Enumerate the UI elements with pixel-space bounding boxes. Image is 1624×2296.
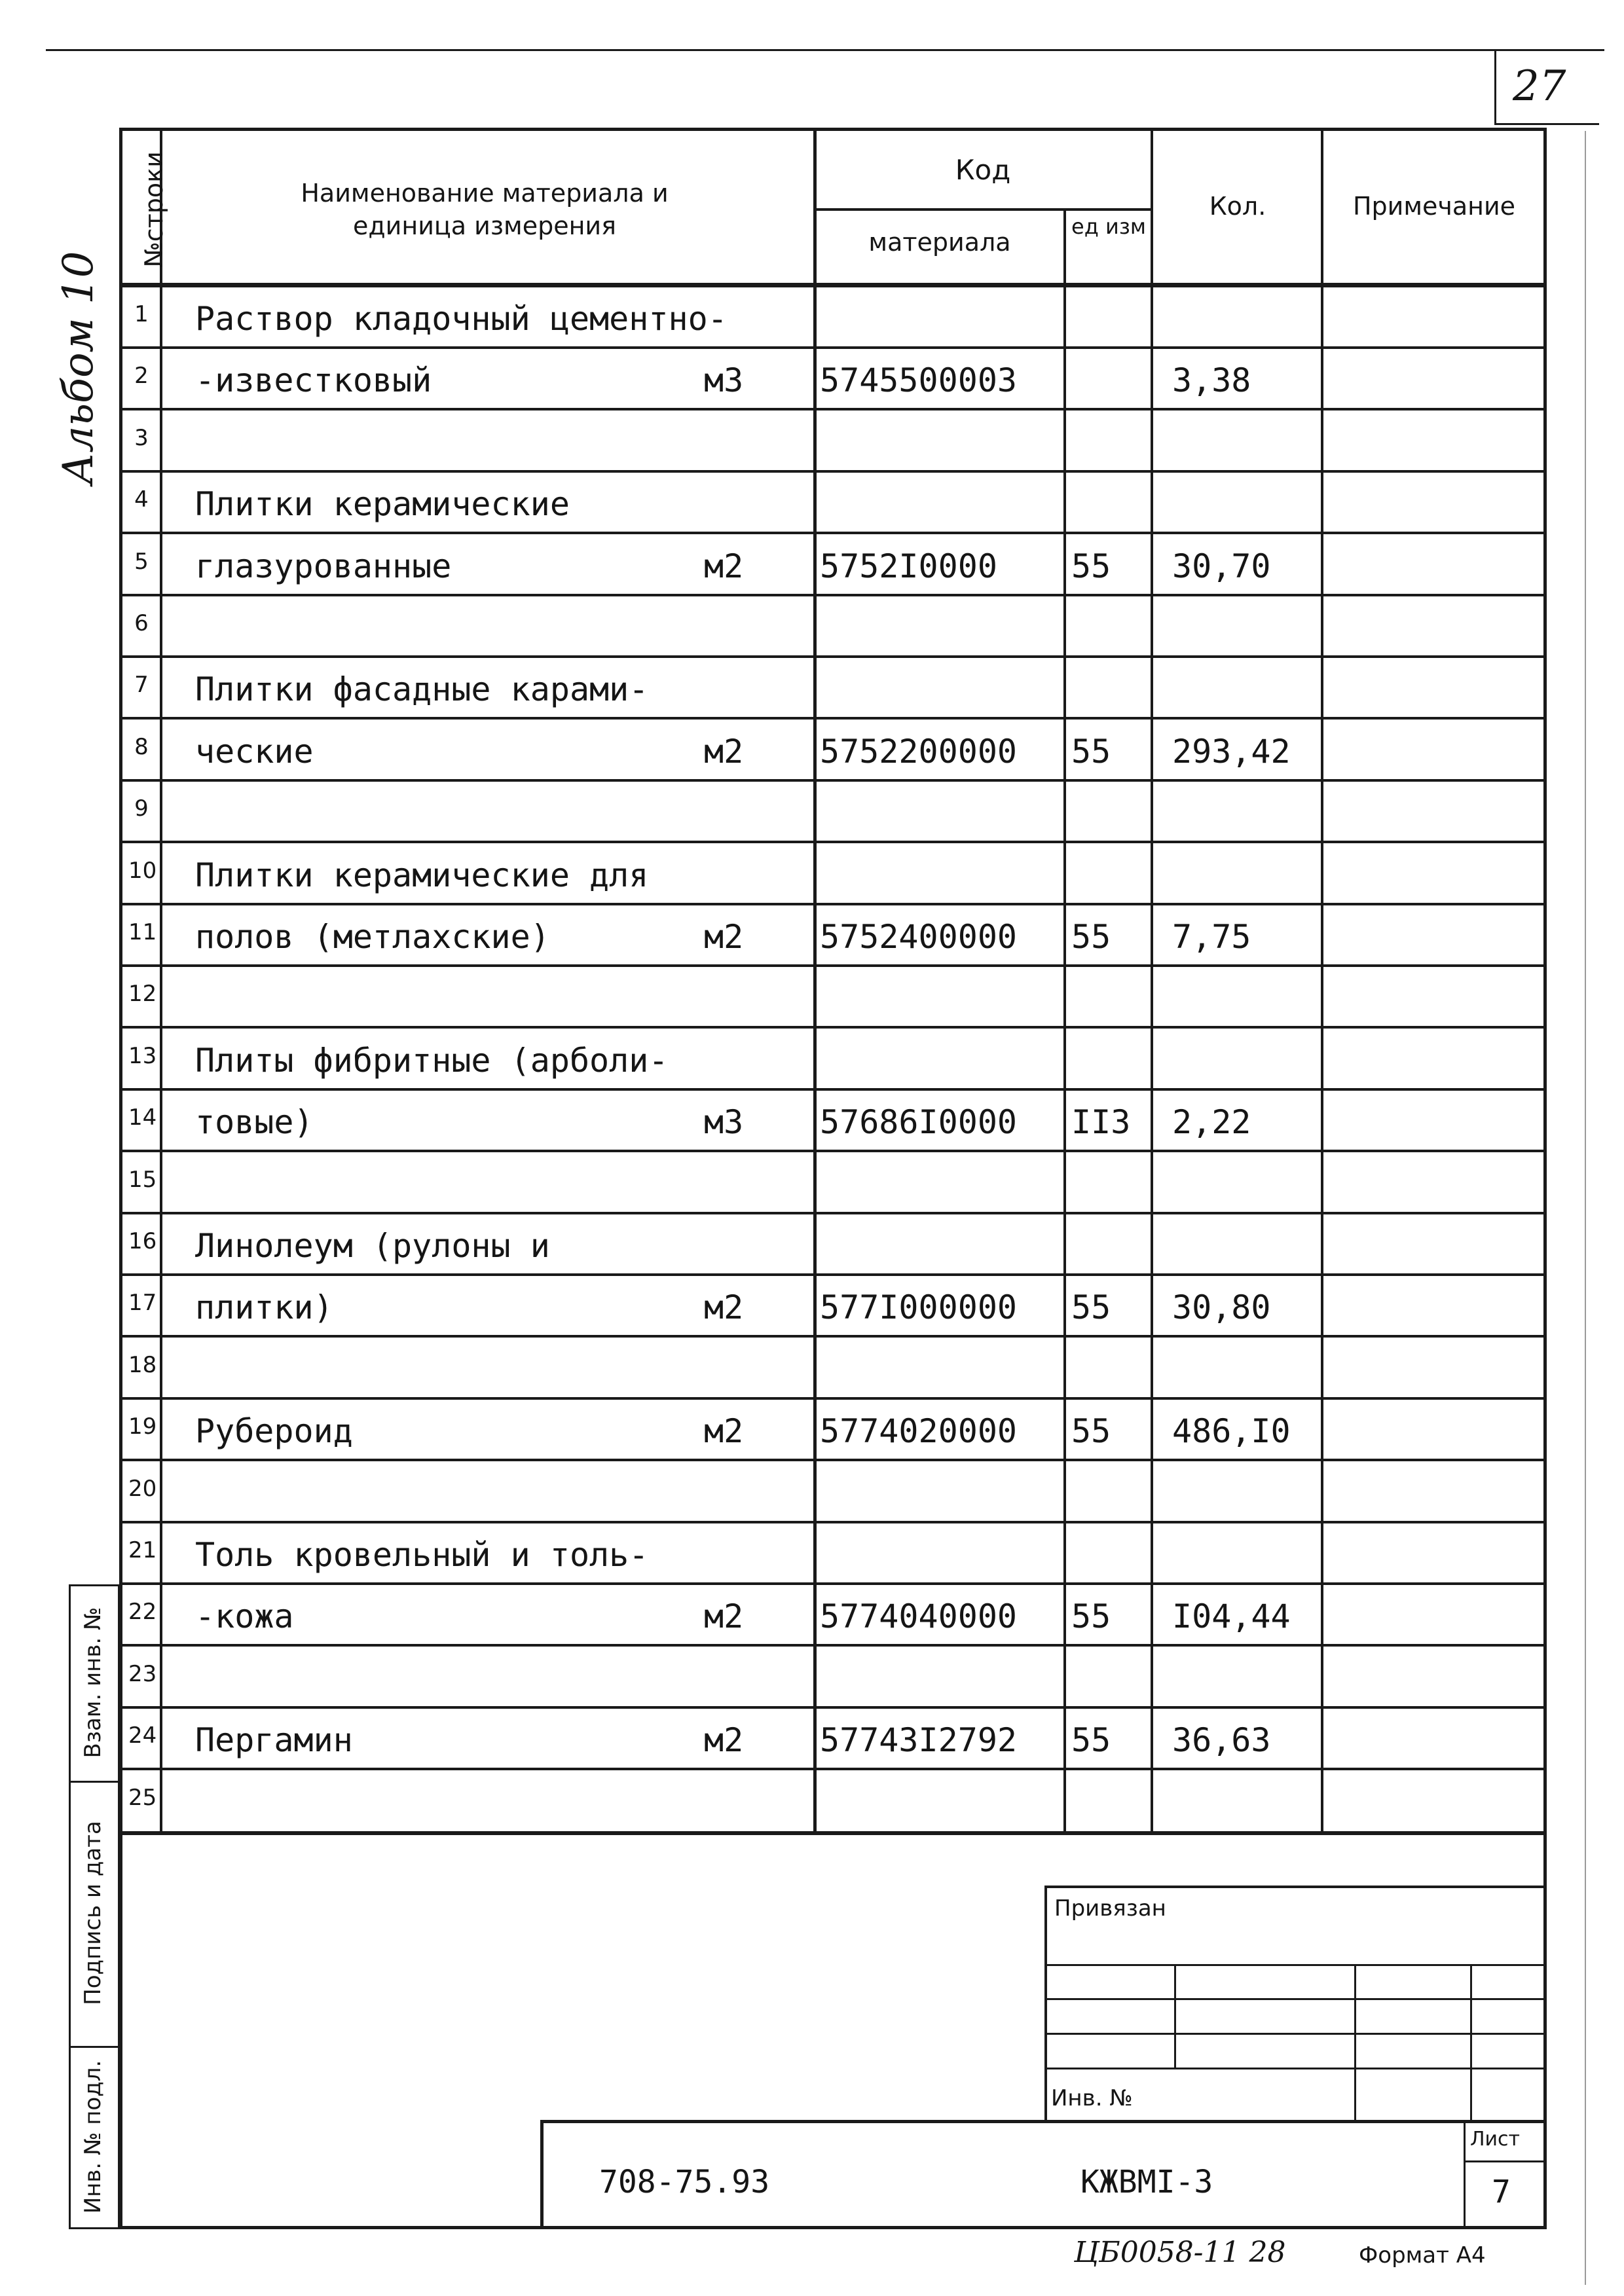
page-number-underline [1494,123,1599,125]
page-number: 27 [1513,62,1566,111]
row-number: 2 [134,363,149,389]
quantity: 2,22 [1172,1103,1251,1141]
row-divider [122,1088,1544,1091]
header-code-split [813,208,1153,211]
unit-code: 55 [1071,918,1111,956]
row-number: 24 [128,1722,157,1749]
stamp-left [1044,1886,1047,2121]
list-cell-left [1464,2120,1466,2229]
title-block-top [540,2120,1547,2123]
material-name: Раствор кладочный цементно- [195,300,728,338]
header-row-no: №строки [139,151,168,268]
page-number-divider [1494,49,1496,124]
material-unit: м2 [704,1597,744,1635]
row-number: 8 [134,734,149,760]
material-unit: м2 [704,1288,744,1326]
row-divider [122,1397,1544,1400]
row-divider [122,1026,1544,1029]
material-unit: м2 [704,1721,744,1759]
row-divider [122,1212,1544,1214]
side-panel-mid [118,1584,120,2229]
side-label-podpis: Подпись и дата [80,1821,106,2005]
material-unit: м2 [704,733,744,771]
row-divider [122,1335,1544,1338]
frame-bottom [119,2226,1547,2229]
frame-top [119,128,1547,131]
material-name: Линолеум (рулоны и [195,1227,550,1265]
row-number: 12 [128,981,157,1007]
header-name: Наименование материала и единица измерения [301,179,669,240]
list-label: Лист [1470,2128,1521,2151]
row-number: 4 [134,486,149,513]
row-divider [122,1768,1544,1770]
row-number: 1 [134,301,149,327]
side-label-vzam: Взам. инв. № [80,1607,106,1758]
title-block-left [540,2120,544,2229]
material-name: Плитки фасадные карами- [195,670,649,708]
unit-code: 55 [1071,1412,1111,1450]
quantity: 293,42 [1172,733,1291,771]
material-unit: м3 [704,1103,744,1141]
col-line-rownum [160,128,162,1833]
material-code: 57743I2792 [820,1721,1018,1759]
row-divider [122,1150,1544,1152]
material-unit: м2 [704,918,744,956]
row-divider [122,1521,1544,1523]
row-divider [122,903,1544,905]
row-divider [122,408,1544,410]
row-number: 20 [128,1476,157,1502]
col-line-unit [1151,128,1153,1833]
row-divider [122,1644,1544,1647]
material-name: товые) [195,1103,314,1141]
row-number: 6 [134,610,149,636]
side-label-inv-podl: Инв. № подл. [80,2060,106,2214]
doc-number: 708-75.93 [599,2164,770,2200]
material-name: глазурованные [195,547,452,585]
material-name: Плиты фибритные (арболи- [195,1042,669,1080]
doc-code: КЖВМI-3 [1080,2164,1213,2200]
stamp-top [1044,1886,1547,1888]
row-number: 17 [128,1290,157,1316]
row-number: 10 [128,858,157,884]
table-bottom [119,1831,1547,1835]
list-cell-split [1464,2160,1545,2162]
row-divider [122,1459,1544,1461]
header-bottom [119,283,1547,287]
handwritten-code: ЦБ0058-11 28 [1074,2236,1286,2269]
unit-code: 55 [1071,733,1111,771]
stamp-vline1 [1174,1964,1176,2069]
row-number: 9 [134,795,149,822]
row-number: 16 [128,1228,157,1254]
material-unit: м3 [704,361,744,399]
header-code: Код [955,154,1011,186]
unit-code: 55 [1071,1597,1111,1635]
quantity: 3,38 [1172,361,1251,399]
page-edge-right [1585,131,1586,2285]
row-divider [122,655,1544,658]
row-number: 25 [128,1785,157,1811]
side-panel-div1 [69,1781,120,1783]
row-number: 13 [128,1043,157,1069]
stamp-inv-no: Инв. № [1051,2085,1133,2111]
row-number: 19 [128,1413,157,1440]
row-divider [122,1706,1544,1709]
material-name: Плитки керамические для [195,856,649,894]
material-name: -известковый [195,361,432,399]
quantity: 30,80 [1172,1288,1271,1326]
material-name: ческие [195,733,314,771]
list-number: 7 [1492,2174,1511,2210]
stamp-vline2 [1354,1964,1356,2121]
quantity: 7,75 [1172,918,1251,956]
row-divider [122,1273,1544,1276]
col-line-qty [1321,128,1323,1833]
material-name: Рубероид [195,1412,353,1450]
row-divider [122,964,1544,967]
header-note: Примечание [1352,192,1516,221]
material-code: 5774040000 [820,1597,1018,1635]
quantity: 36,63 [1172,1721,1271,1759]
material-code: 57686I0000 [820,1103,1018,1141]
quantity: 486,I0 [1172,1412,1291,1450]
row-divider [122,779,1544,782]
row-number: 7 [134,672,149,698]
material-name: полов (метлахские) [195,918,550,956]
stamp-privyazan: Привязан [1054,1895,1166,1922]
material-unit: м2 [704,1412,744,1450]
row-divider [122,717,1544,720]
col-line-code [1063,210,1066,1833]
row-divider [122,841,1544,843]
material-unit: м2 [704,547,744,585]
material-code: 5774020000 [820,1412,1018,1450]
material-code: 5745500003 [820,361,1018,399]
row-number: 11 [128,919,157,945]
row-number: 21 [128,1537,157,1563]
material-code: 5752I0000 [820,547,997,585]
material-name: Пергамин [195,1721,353,1759]
material-name: -кожа [195,1597,294,1635]
row-number: 15 [128,1167,157,1193]
top-rule [46,49,1604,51]
material-code: 5752400000 [820,918,1018,956]
row-divider [122,532,1544,534]
quantity: I04,44 [1172,1597,1291,1635]
material-name: Плитки керамические [195,485,570,523]
unit-code: 55 [1071,1721,1111,1759]
stamp-vline3 [1470,1964,1472,2121]
unit-code: II3 [1071,1103,1131,1141]
material-code: 5752200000 [820,733,1018,771]
row-number: 22 [128,1599,157,1625]
quantity: 30,70 [1172,547,1271,585]
row-divider [122,470,1544,473]
material-name: плитки) [195,1288,333,1326]
format-label: Формат А4 [1359,2242,1486,2269]
row-number: 3 [134,425,149,451]
row-divider [122,346,1544,349]
header-qty: Кол. [1209,192,1266,221]
col-line-name [813,128,817,1833]
material-code: 577I000000 [820,1288,1018,1326]
row-divider [122,1582,1544,1585]
row-divider [122,594,1544,596]
unit-code: 55 [1071,547,1111,585]
row-number: 23 [128,1661,157,1687]
row-number: 14 [128,1104,157,1131]
unit-code: 55 [1071,1288,1111,1326]
row-number: 5 [134,549,149,575]
material-name: Толь кровельный и толь- [195,1536,649,1574]
row-number: 18 [128,1352,157,1378]
header-unit-code: ед изм [1071,214,1146,239]
frame-right [1543,128,1547,2229]
side-panel-left [69,1584,71,2229]
album-label: Альбом 10 [54,251,103,484]
header-material: материала [868,228,1011,257]
